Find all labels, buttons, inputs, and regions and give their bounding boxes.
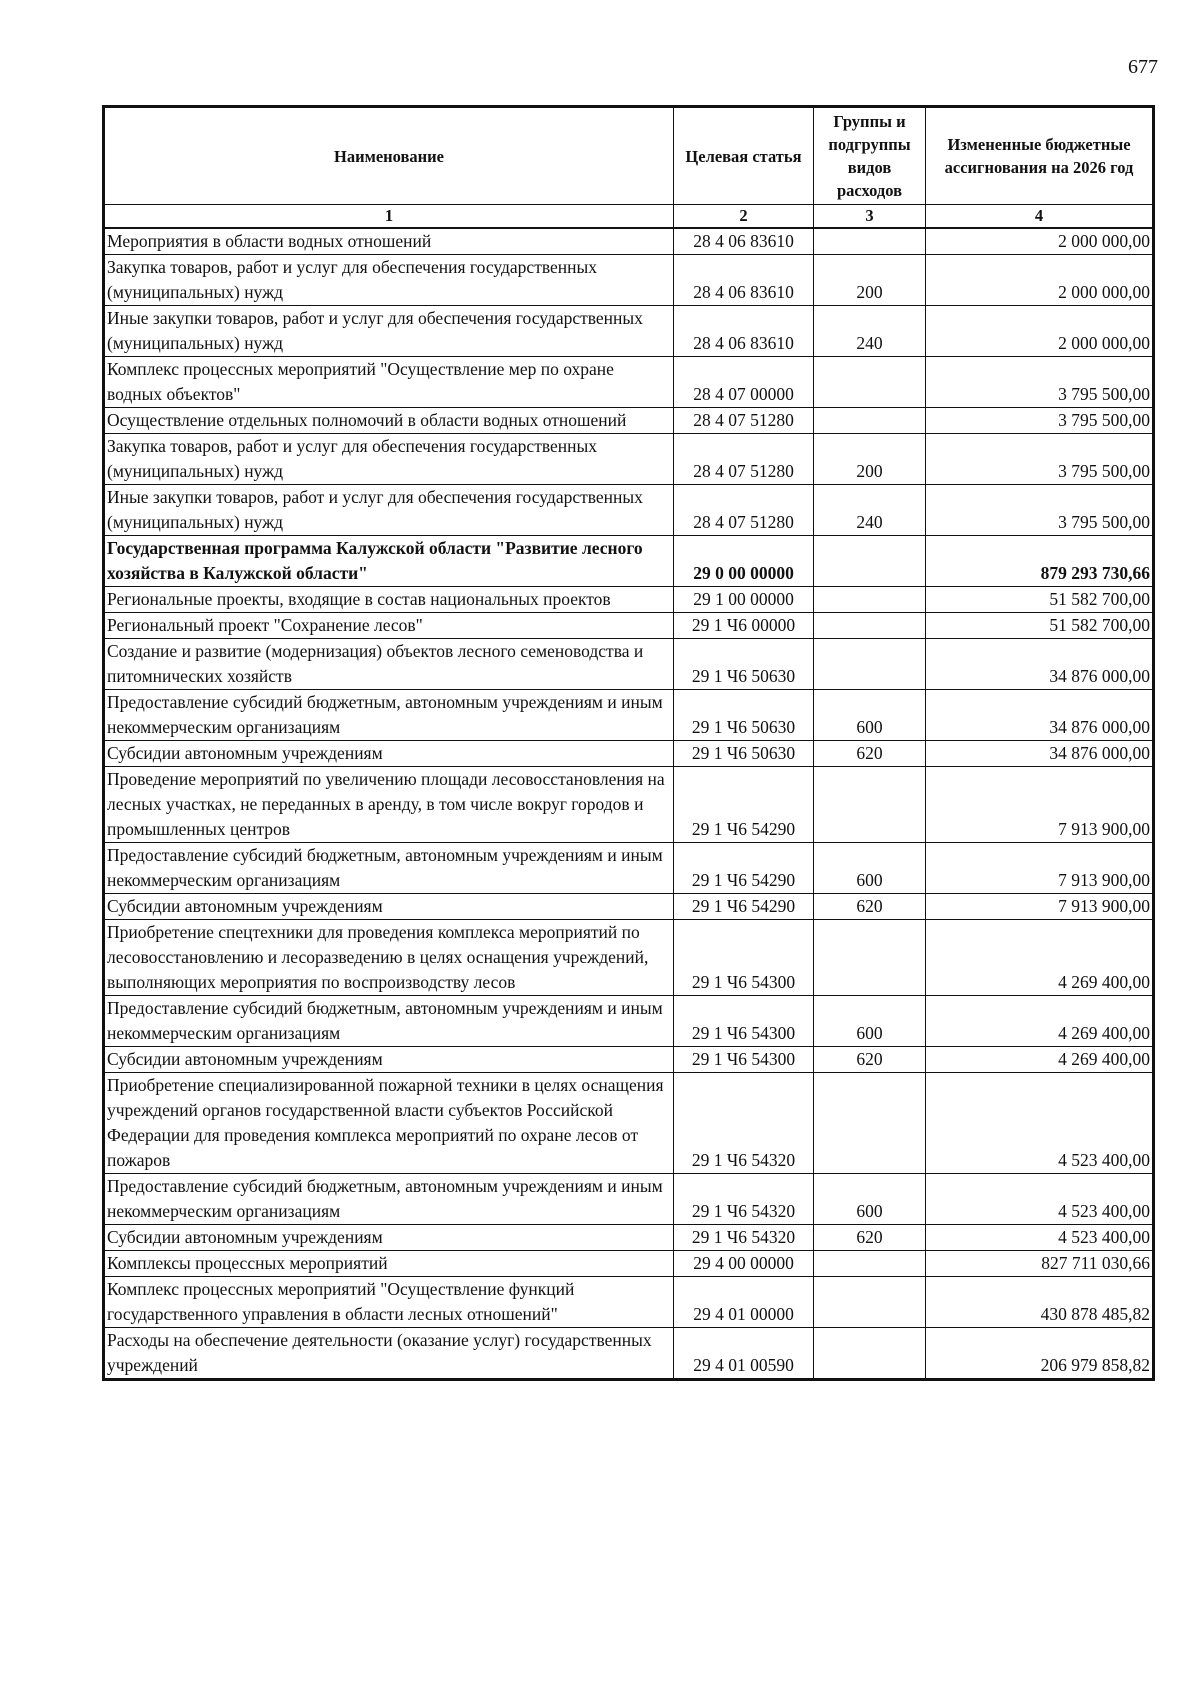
row-name: Приобретение спецтехники для проведения комплекса мероприятий по лесовосстановлению и лесоразведению в целях оснащения учреждений, выполняющих мероприятия по воспроизводству лесов [104, 920, 674, 996]
row-expense-group [814, 639, 926, 690]
column-header-code: Целевая статья [674, 107, 814, 205]
row-expense-group [814, 920, 926, 996]
column-number-4: 4 [926, 205, 1154, 229]
row-name: Комплекс процессных мероприятий "Осуществление мер по охране водных объектов" [104, 357, 674, 408]
row-name: Иные закупки товаров, работ и услуг для обеспечения государственных (муниципальных) нужд [104, 306, 674, 357]
row-expense-group: 600 [814, 996, 926, 1047]
row-expense-group: 240 [814, 306, 926, 357]
row-target-code: 29 1 Ч6 50630 [674, 639, 814, 690]
row-expense-group: 620 [814, 741, 926, 767]
table-row [104, 996, 1154, 1047]
row-name: Проведение мероприятий по увеличению площади лесовосстановления на лесных участках, не переданных в аренду, в том числе вокруг городов и промышленных центров [104, 767, 674, 843]
table-row [104, 587, 1154, 613]
table-row [104, 1047, 1154, 1073]
row-amount: 2 000 000,00 [926, 306, 1154, 357]
row-expense-group: 620 [814, 894, 926, 920]
row-amount: 4 269 400,00 [926, 1047, 1154, 1073]
table-row [104, 1277, 1154, 1328]
row-expense-group: 600 [814, 690, 926, 741]
row-target-code: 28 4 06 83610 [674, 255, 814, 306]
table-row [104, 485, 1154, 536]
row-amount: 51 582 700,00 [926, 587, 1154, 613]
row-name: Предоставление субсидий бюджетным, автономным учреждениям и иным некоммерческим организациям [104, 843, 674, 894]
row-name: Субсидии автономным учреждениям [104, 1225, 674, 1251]
row-amount: 4 269 400,00 [926, 996, 1154, 1047]
table-row-program [104, 536, 1154, 587]
row-target-code: 29 1 Ч6 54290 [674, 767, 814, 843]
row-expense-group [814, 536, 926, 587]
table-row [104, 843, 1154, 894]
row-target-code: 29 1 Ч6 54300 [674, 920, 814, 996]
table-row [104, 306, 1154, 357]
row-expense-group: 200 [814, 434, 926, 485]
column-number-3: 3 [814, 205, 926, 229]
row-target-code: 29 1 Ч6 54320 [674, 1225, 814, 1251]
row-amount: 51 582 700,00 [926, 613, 1154, 639]
row-target-code: 29 1 Ч6 54290 [674, 843, 814, 894]
row-expense-group [814, 767, 926, 843]
row-expense-group [814, 1328, 926, 1380]
row-expense-group [814, 1251, 926, 1277]
table-row [104, 1073, 1154, 1174]
row-expense-group [814, 613, 926, 639]
row-amount: 3 795 500,00 [926, 434, 1154, 485]
row-target-code: 28 4 07 51280 [674, 434, 814, 485]
column-number-2: 2 [674, 205, 814, 229]
row-target-code: 28 4 06 83610 [674, 228, 814, 255]
row-amount: 2 000 000,00 [926, 255, 1154, 306]
table-header [104, 107, 1154, 229]
row-amount: 4 523 400,00 [926, 1073, 1154, 1174]
row-name: Закупка товаров, работ и услуг для обеспечения государственных (муниципальных) нужд [104, 255, 674, 306]
table-row [104, 1225, 1154, 1251]
row-target-code: 28 4 07 51280 [674, 485, 814, 536]
table-row [104, 741, 1154, 767]
row-name: Комплекс процессных мероприятий "Осуществление функций государственного управления в области лесных отношений" [104, 1277, 674, 1328]
row-name: Предоставление субсидий бюджетным, автономным учреждениям и иным некоммерческим организациям [104, 690, 674, 741]
row-name: Государственная программа Калужской области "Развитие лесного хозяйства в Калужской области" [104, 536, 674, 587]
row-expense-group [814, 228, 926, 255]
row-amount: 7 913 900,00 [926, 843, 1154, 894]
row-expense-group: 240 [814, 485, 926, 536]
row-target-code: 28 4 06 83610 [674, 306, 814, 357]
row-name: Субсидии автономным учреждениям [104, 741, 674, 767]
row-name: Субсидии автономным учреждениям [104, 894, 674, 920]
row-amount: 879 293 730,66 [926, 536, 1154, 587]
table-row [104, 1328, 1154, 1380]
table-row [104, 434, 1154, 485]
row-name: Осуществление отдельных полномочий в области водных отношений [104, 408, 674, 434]
row-target-code: 29 4 01 00590 [674, 1328, 814, 1380]
row-name: Предоставление субсидий бюджетным, автономным учреждениям и иным некоммерческим организациям [104, 996, 674, 1047]
row-amount: 34 876 000,00 [926, 741, 1154, 767]
table-row [104, 920, 1154, 996]
table-row [104, 1174, 1154, 1225]
row-expense-group: 620 [814, 1047, 926, 1073]
row-expense-group [814, 1073, 926, 1174]
table-row [104, 690, 1154, 741]
page-number: 677 [1128, 56, 1158, 78]
row-target-code: 29 4 01 00000 [674, 1277, 814, 1328]
row-amount: 3 795 500,00 [926, 408, 1154, 434]
row-name: Приобретение специализированной пожарной техники в целях оснащения учреждений органов государственной власти субъектов Российской Федерации для проведения комплекса мероприятий по охране лесов от пожаров [104, 1073, 674, 1174]
row-amount: 2 000 000,00 [926, 228, 1154, 255]
row-name: Региональные проекты, входящие в состав национальных проектов [104, 587, 674, 613]
row-expense-group [814, 1277, 926, 1328]
table-body [104, 228, 1154, 1380]
row-target-code: 28 4 07 51280 [674, 408, 814, 434]
row-amount: 206 979 858,82 [926, 1328, 1154, 1380]
row-amount: 827 711 030,66 [926, 1251, 1154, 1277]
row-target-code: 29 1 00 00000 [674, 587, 814, 613]
column-number-1: 1 [104, 205, 674, 229]
row-target-code: 29 1 Ч6 54290 [674, 894, 814, 920]
row-amount: 4 523 400,00 [926, 1174, 1154, 1225]
row-name: Расходы на обеспечение деятельности (оказание услуг) государственных учреждений [104, 1328, 674, 1380]
row-target-code: 29 1 Ч6 54320 [674, 1174, 814, 1225]
row-expense-group: 620 [814, 1225, 926, 1251]
row-name: Создание и развитие (модернизация) объектов лесного семеноводства и питомнических хозяйств [104, 639, 674, 690]
row-amount: 7 913 900,00 [926, 767, 1154, 843]
row-target-code: 29 1 Ч6 00000 [674, 613, 814, 639]
row-amount: 34 876 000,00 [926, 639, 1154, 690]
table-row [104, 639, 1154, 690]
row-target-code: 29 1 Ч6 54300 [674, 1047, 814, 1073]
table-row [104, 357, 1154, 408]
row-amount: 3 795 500,00 [926, 485, 1154, 536]
row-name: Субсидии автономным учреждениям [104, 1047, 674, 1073]
budget-table [102, 105, 1155, 1381]
row-amount: 34 876 000,00 [926, 690, 1154, 741]
column-header-sum: Измененные бюджетные ассигнования на 2026 год [926, 107, 1154, 205]
table-row [104, 613, 1154, 639]
table-row [104, 894, 1154, 920]
row-expense-group: 200 [814, 255, 926, 306]
row-name: Закупка товаров, работ и услуг для обеспечения государственных (муниципальных) нужд [104, 434, 674, 485]
row-name: Региональный проект "Сохранение лесов" [104, 613, 674, 639]
row-expense-group [814, 357, 926, 408]
row-expense-group [814, 587, 926, 613]
row-name: Иные закупки товаров, работ и услуг для обеспечения государственных (муниципальных) нужд [104, 485, 674, 536]
row-name: Предоставление субсидий бюджетным, автономным учреждениям и иным некоммерческим организациям [104, 1174, 674, 1225]
row-expense-group: 600 [814, 1174, 926, 1225]
table-row [104, 408, 1154, 434]
table-row [104, 228, 1154, 255]
table-row [104, 767, 1154, 843]
row-target-code: 29 0 00 00000 [674, 536, 814, 587]
column-header-name: Наименование [104, 107, 674, 205]
column-header-group: Группы и подгруппы видов расходов [814, 107, 926, 205]
table-row [104, 1251, 1154, 1277]
row-target-code: 29 1 Ч6 54320 [674, 1073, 814, 1174]
row-expense-group [814, 408, 926, 434]
row-amount: 7 913 900,00 [926, 894, 1154, 920]
row-target-code: 28 4 07 00000 [674, 357, 814, 408]
row-expense-group: 600 [814, 843, 926, 894]
row-target-code: 29 1 Ч6 54300 [674, 996, 814, 1047]
row-amount: 430 878 485,82 [926, 1277, 1154, 1328]
row-target-code: 29 1 Ч6 50630 [674, 690, 814, 741]
row-name: Комплексы процессных мероприятий [104, 1251, 674, 1277]
row-name: Мероприятия в области водных отношений [104, 228, 674, 255]
table-row [104, 255, 1154, 306]
row-amount: 3 795 500,00 [926, 357, 1154, 408]
row-target-code: 29 4 00 00000 [674, 1251, 814, 1277]
row-amount: 4 269 400,00 [926, 920, 1154, 996]
row-amount: 4 523 400,00 [926, 1225, 1154, 1251]
row-target-code: 29 1 Ч6 50630 [674, 741, 814, 767]
